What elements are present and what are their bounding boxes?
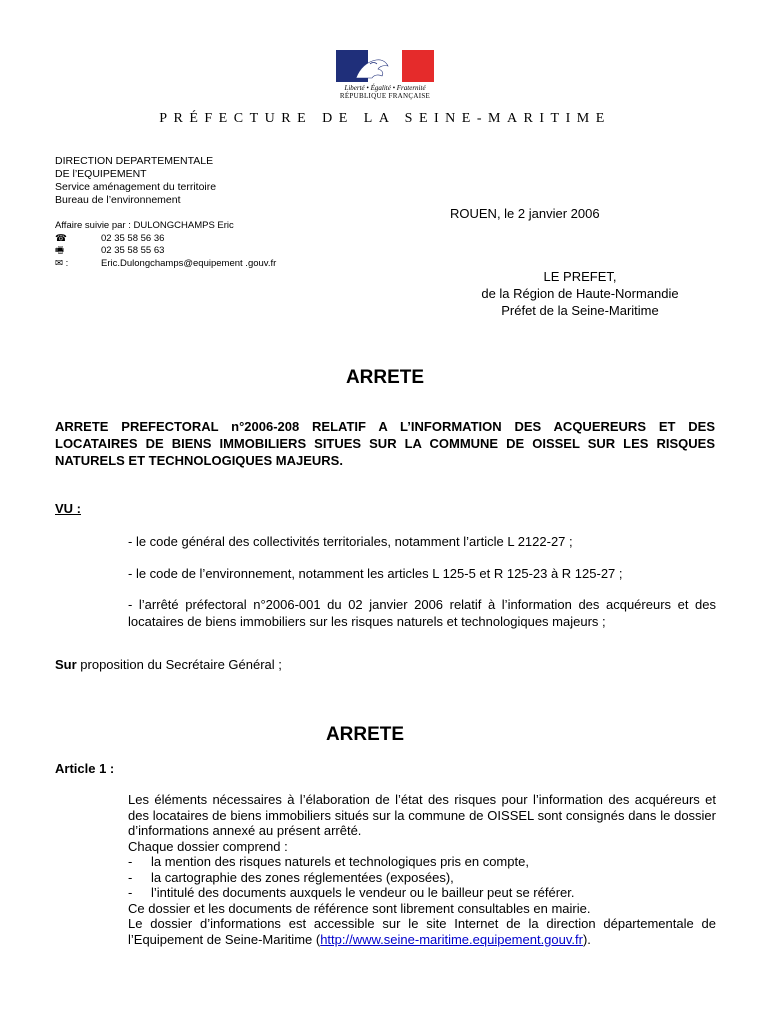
prefecture-heading: PRÉFECTURE DE LA SEINE-MARITIME xyxy=(159,111,611,126)
phone-row xyxy=(55,233,276,246)
article-paragraph-link: Le dossier d’informations est accessible sur le site Internet de la direction départementale de l’Equipement de Seine-Maritime (http://www.seine-maritime.equipement.gouv.fr). xyxy=(128,916,716,947)
article-paragraph: Ce dossier et les documents de référence sont librement consultables en mairie. xyxy=(128,900,591,916)
arrete-title-2: ARRETE xyxy=(325,724,405,745)
list-item-text: l’intitulé des documents auxquels le vendeur ou le bailleur peut se référer. xyxy=(151,885,575,900)
tricolor-flag xyxy=(336,50,434,82)
list-item: - la cartographie des zones réglementées (exposées), xyxy=(128,869,454,885)
fax-number: 02 35 58 55 63 xyxy=(101,245,165,256)
prefet-block xyxy=(440,268,720,319)
fax-icon: 🖷 xyxy=(55,245,64,256)
marianne-icon xyxy=(350,54,394,80)
service-block xyxy=(55,155,216,207)
subject-heading: ARRETE PREFECTORAL n°2006-208 RELATIF A L’INFORMATION DES ACQUEREURS ET DES LOCATAIRES DE BIENS IMMOBILIERS SITUES SUR LA COMMUNE DE OISSEL SUR LES RISQUES NATURELS ET TECHNOLOGIQUES MAJEURS. xyxy=(55,419,715,468)
logo-republic: RÉPUBLIQUE FRANÇAISE xyxy=(339,92,431,100)
article-1-body xyxy=(128,792,716,947)
list-item: - l’intitulé des documents auxquels le vendeur ou le bailleur peut se référer. xyxy=(128,885,575,900)
affaire-suivie: Affaire suivie par : DULONGCHAMPS Eric xyxy=(55,220,234,231)
list-item-text: la mention des risques naturels et technologiques pris en compte, xyxy=(151,854,529,869)
list-item: - la mention des risques naturels et technologiques pris en compte, xyxy=(128,854,529,869)
arrete-title: ARRETE xyxy=(345,367,425,388)
service-line: DIRECTION DEPARTEMENTALE xyxy=(55,155,214,167)
article-1-label: Article 1 : xyxy=(55,761,115,776)
service-line: Bureau de l’environnement xyxy=(55,194,181,206)
email-row xyxy=(55,258,276,271)
vu-item: - le code général des collectivités territoriales, notamment l’article L 2122-27 ; xyxy=(128,534,573,549)
prefet-line: de la Région de Haute-Normandie xyxy=(481,286,679,301)
mail-icon: ✉ : xyxy=(55,257,69,269)
phone-number: 02 35 58 56 36 xyxy=(101,232,165,244)
sur-rest: proposition du Secrétaire Général ; xyxy=(76,657,282,672)
sur-bold: Sur xyxy=(55,657,77,672)
prefet-line: Préfet de la Seine-Maritime xyxy=(501,303,659,318)
sur-proposition xyxy=(55,657,282,672)
list-item-text: la cartographie des zones réglementées (exposées), xyxy=(151,869,454,885)
contact-block xyxy=(55,220,276,270)
vu-item: - l’arrêté préfectoral n°2006-001 du 02 janvier 2006 relatif à l’information des acquéreurs et des locataires de biens immobiliers sur les risques naturels et technologiques majeurs ; xyxy=(128,597,716,629)
republique-francaise-logo xyxy=(336,50,434,106)
website-link[interactable]: http://www.seine-maritime.equipement.gouv.fr xyxy=(320,931,583,947)
vu-label: VU : xyxy=(55,501,81,516)
prefet-line: LE PREFET, xyxy=(543,269,617,284)
service-line: DE l’EQUIPEMENT xyxy=(55,168,147,180)
date-line: ROUEN, le 2 janvier 2006 xyxy=(450,206,600,221)
phone-icon: ☎ xyxy=(55,232,67,244)
fax-row xyxy=(55,245,276,258)
article-paragraph: Les éléments nécessaires à l’élaboration de l’état des risques pour l’information des acquéreurs et des locataires de biens immobiliers situés sur la commune de OISSEL sont consignés dans le dossier d’informations annexé au présent arrêté. xyxy=(128,792,716,838)
service-line: Service aménagement du territoire xyxy=(55,181,217,193)
email-address: Eric.Dulongchamps@equipement .gouv.fr xyxy=(101,257,277,269)
logo-motto: Liberté • Égalité • Fraternité xyxy=(344,84,426,92)
article-paragraph: Chaque dossier comprend : xyxy=(128,838,288,854)
vu-item: - le code de l’environnement, notamment les articles L 125-5 et R 125-23 à R 125-27 ; xyxy=(128,566,623,581)
